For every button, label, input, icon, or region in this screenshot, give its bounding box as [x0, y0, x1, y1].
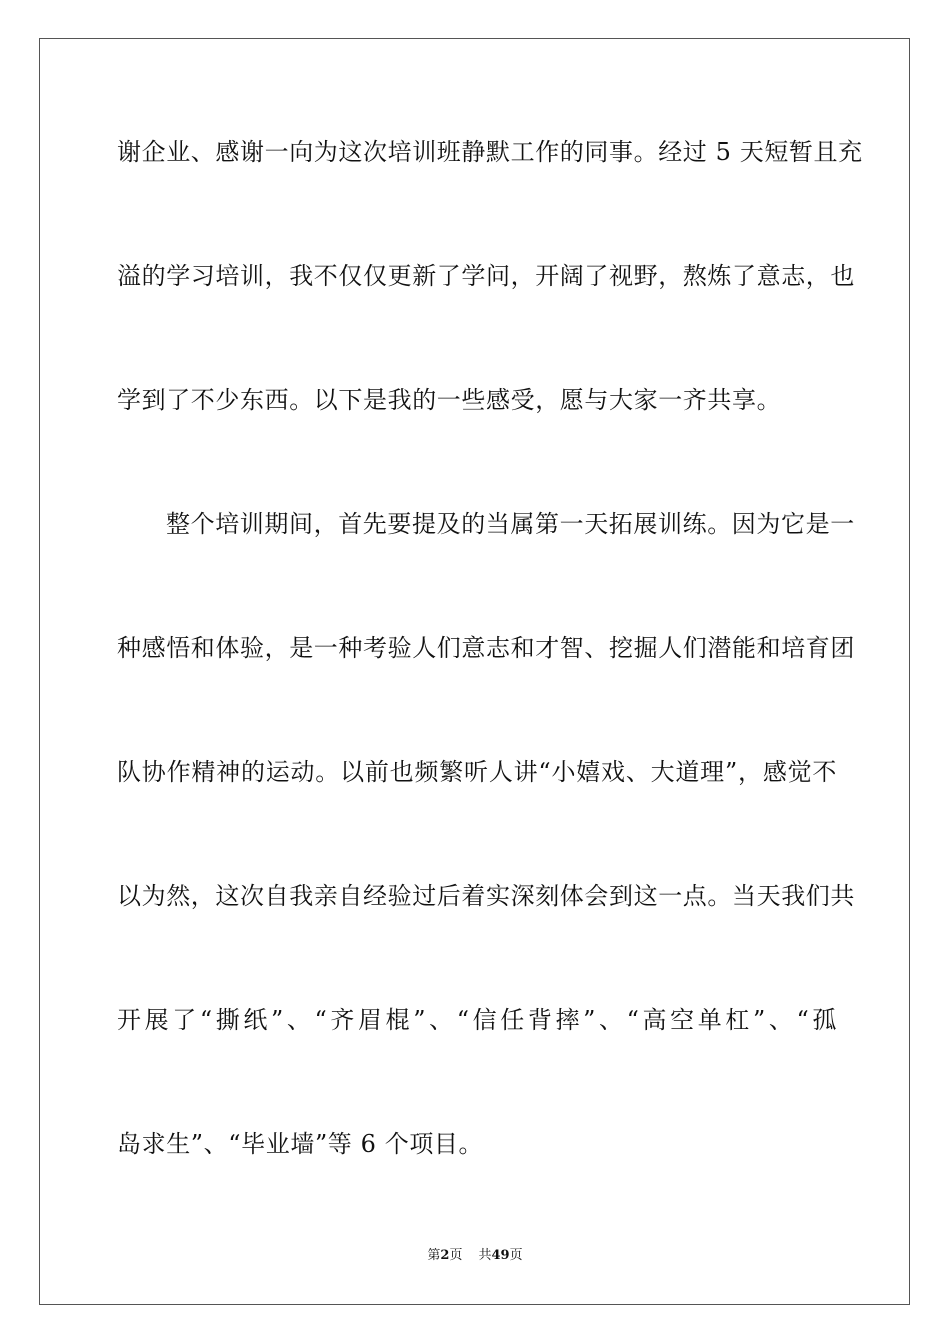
paragraph-line: 队协作精神的运动。以前也频繁听人讲“小嬉戏、大道理”，感觉不 [117, 758, 837, 786]
paragraph-line: 岛求生”、“毕业墙”等 6 个项目。 [117, 1130, 484, 1158]
total-prefix: 共 [478, 1248, 492, 1263]
paragraph-line: 整个培训期间，首先要提及的当属第一天拓展训练。因为它是一 [166, 510, 855, 538]
page-total: 49 [491, 1248, 510, 1263]
paragraph-line: 开展了“撕纸”、“齐眉棍”、“信任背摔”、“高空单杠”、“孤 [117, 1006, 837, 1034]
page-border [39, 38, 910, 1305]
paragraph-line: 以为然，这次自我亲自经验过后着实深刻体会到这一点。当天我们共 [117, 882, 855, 910]
page-suffix: 页 [449, 1248, 463, 1263]
total-suffix: 页 [509, 1248, 523, 1263]
paragraph-line: 种感悟和体验，是一种考验人们意志和才智、挖掘人们潜能和培育团 [117, 634, 855, 662]
paragraph-line: 学到了不少东西。以下是我的一些感受，愿与大家一齐共享。 [117, 386, 782, 414]
paragraph-line: 谢企业、感谢一向为这次培训班静默工作的同事。经过 5 天短暂且充 [117, 138, 863, 166]
paragraph-line: 溢的学习培训，我不仅仅更新了学问，开阔了视野，熬炼了意志，也 [117, 262, 855, 290]
page-prefix: 第 [427, 1248, 441, 1263]
page-footer [0, 1248, 950, 1264]
page-current: 2 [440, 1248, 450, 1263]
